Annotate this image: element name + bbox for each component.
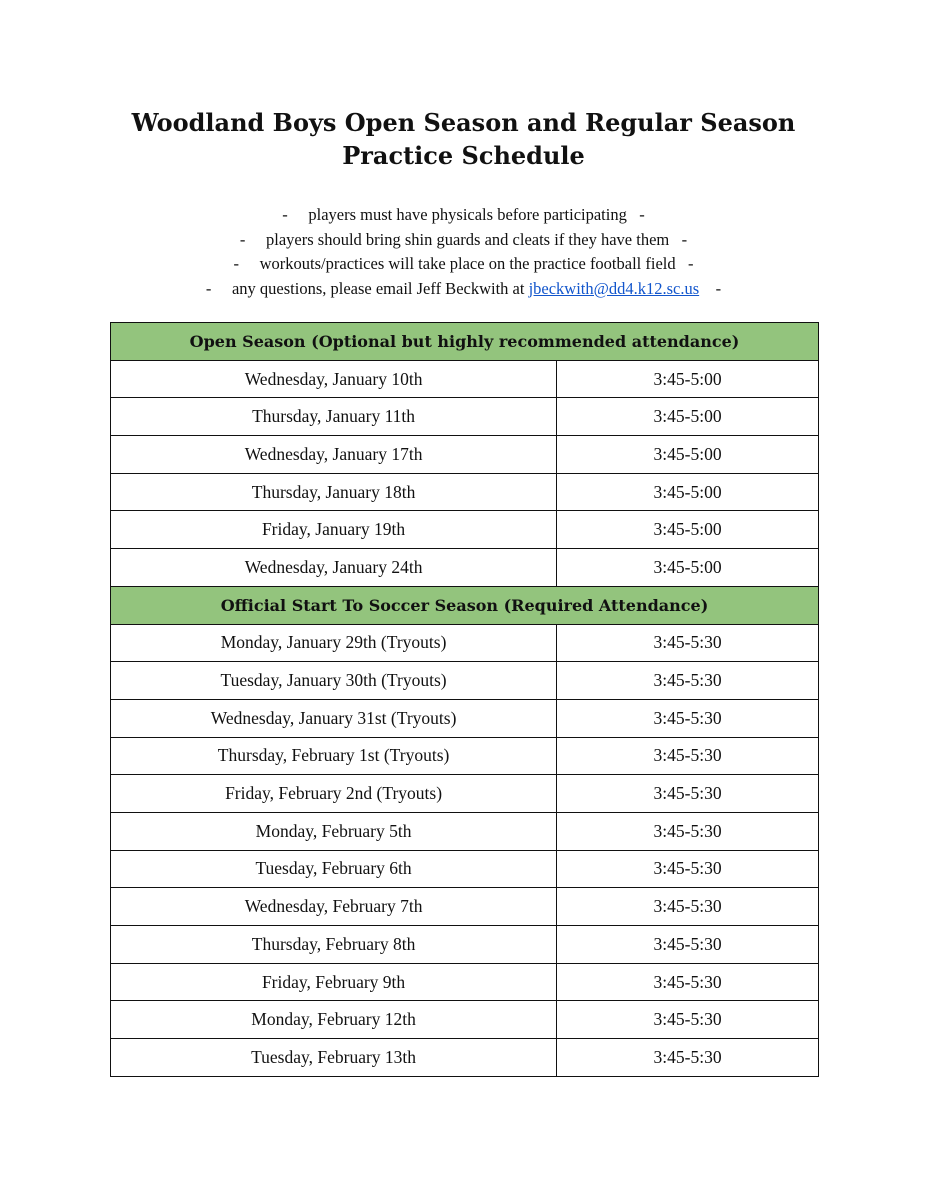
time-cell: 3:45-5:30 (557, 1001, 819, 1039)
notes-list (0, 203, 927, 301)
day-cell: Thursday, January 11th (111, 398, 557, 436)
contact-prefix: - any questions, please email Jeff Beckwith at (205, 278, 529, 298)
schedule-body (111, 323, 819, 1077)
table-row (111, 775, 819, 813)
day-cell: Friday, January 19th (111, 511, 557, 549)
day-cell: Thursday, February 1st (Tryouts) (111, 737, 557, 775)
time-cell: 3:45-5:00 (557, 360, 819, 398)
day-cell: Wednesday, January 24th (111, 549, 557, 587)
table-row (111, 812, 819, 850)
official-season-header: Official Start To Soccer Season (Required Attendance) (111, 586, 819, 624)
official-season-header-row (111, 586, 819, 624)
day-cell: Wednesday, January 17th (111, 436, 557, 474)
time-cell: 3:45-5:30 (557, 926, 819, 964)
time-cell: 3:45-5:30 (557, 624, 819, 662)
note-item: - workouts/practices will take place on the practice football field - (233, 254, 694, 273)
time-cell: 3:45-5:00 (557, 473, 819, 511)
time-cell: 3:45-5:30 (557, 1039, 819, 1077)
day-cell: Tuesday, February 6th (111, 850, 557, 888)
note-item: - players should bring shin guards and cleats if they have them - (239, 229, 688, 249)
time-cell: 3:45-5:00 (557, 549, 819, 587)
table-row (111, 549, 819, 587)
contact-suffix: - (699, 278, 722, 298)
day-cell: Friday, February 2nd (Tryouts) (111, 775, 557, 813)
day-cell: Thursday, February 8th (111, 926, 557, 964)
table-row (111, 436, 819, 474)
table-row (111, 662, 819, 700)
day-cell: Monday, February 5th (111, 812, 557, 850)
table-row (111, 737, 819, 775)
table-row (111, 926, 819, 964)
table-row (111, 398, 819, 436)
day-cell: Wednesday, January 10th (111, 360, 557, 398)
time-cell: 3:45-5:30 (557, 737, 819, 775)
day-cell: Tuesday, February 13th (111, 1039, 557, 1077)
day-cell: Wednesday, February 7th (111, 888, 557, 926)
table-row (111, 473, 819, 511)
time-cell: 3:45-5:30 (557, 812, 819, 850)
table-row (111, 888, 819, 926)
time-cell: 3:45-5:00 (557, 511, 819, 549)
day-cell: Monday, February 12th (111, 1001, 557, 1039)
time-cell: 3:45-5:30 (557, 888, 819, 926)
contact-note (0, 277, 927, 302)
time-cell: 3:45-5:30 (557, 963, 819, 1001)
time-cell: 3:45-5:30 (557, 699, 819, 737)
day-cell: Tuesday, January 30th (Tryouts) (111, 662, 557, 700)
time-cell: 3:45-5:30 (557, 662, 819, 700)
table-row (111, 360, 819, 398)
title-line-1: Woodland Boys Open Season and Regular Season (131, 108, 796, 137)
table-row (111, 850, 819, 888)
table-row (111, 963, 819, 1001)
table-row (111, 1039, 819, 1077)
open-season-header-row (111, 323, 819, 361)
day-cell: Wednesday, January 31st (Tryouts) (111, 699, 557, 737)
schedule-table (110, 322, 819, 1077)
title-line-2: Practice Schedule (342, 141, 585, 170)
table-row (111, 1001, 819, 1039)
table-row (111, 511, 819, 549)
note-item: - players must have physicals before participating - (282, 205, 645, 224)
table-row (111, 699, 819, 737)
time-cell: 3:45-5:00 (557, 398, 819, 436)
time-cell: 3:45-5:30 (557, 775, 819, 813)
email-link[interactable]: jbeckwith@dd4.k12.sc.us (528, 278, 700, 298)
page-title (0, 106, 927, 172)
day-cell: Friday, February 9th (111, 963, 557, 1001)
open-season-header: Open Season (Optional but highly recommended attendance) (111, 323, 819, 361)
time-cell: 3:45-5:00 (557, 436, 819, 474)
day-cell: Thursday, January 18th (111, 473, 557, 511)
table-row (111, 624, 819, 662)
day-cell: Monday, January 29th (Tryouts) (111, 624, 557, 662)
time-cell: 3:45-5:30 (557, 850, 819, 888)
